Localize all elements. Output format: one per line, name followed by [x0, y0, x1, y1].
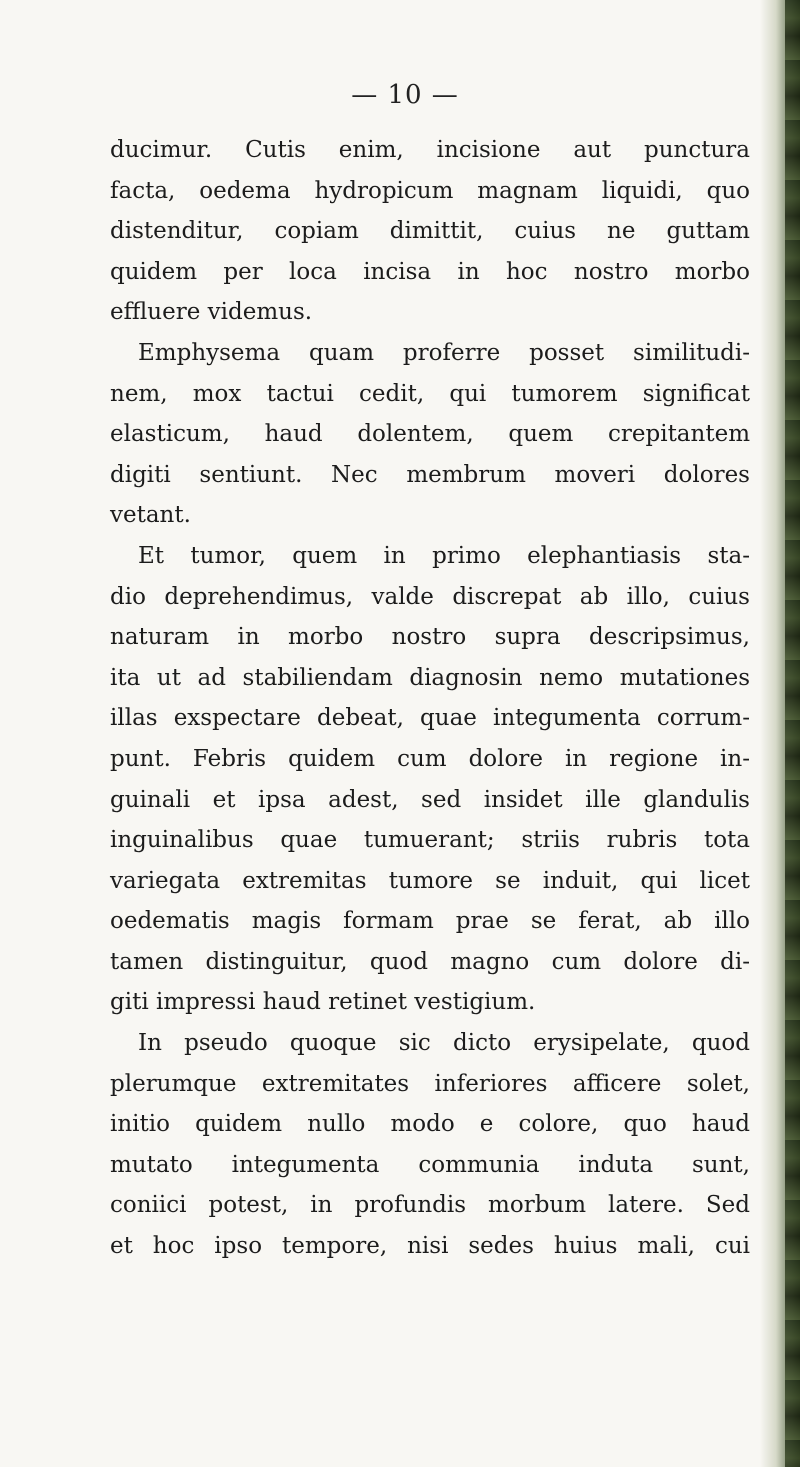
text-line: elasticum, haud dolentem, quem crepitantem — [110, 421, 750, 448]
text-line: variegata extremitas tumore se induit, qui licet — [110, 867, 750, 894]
text-line: effluere videmus. — [110, 299, 313, 326]
text-line: oedematis magis formam prae se ferat, ab illo — [110, 908, 750, 935]
text-line: tamen distinguitur, quod magno cum dolore di- — [110, 948, 750, 975]
text-line: ducimur. Cutis enim, incisione aut punctura — [110, 137, 750, 163]
text-line: guinali et ipsa adest, sed insidet ille glandulis — [110, 786, 750, 813]
text-line: illas exspectare debeat, quae integumenta corrum- — [110, 705, 750, 732]
text-line: giti impressi haud retinet vestigium. — [110, 989, 536, 1016]
text-line: nem, mox tactui cedit, qui tumorem significat — [110, 380, 750, 407]
text-line: plerumque extremitates inferiores afficere solet, — [110, 1070, 750, 1097]
text-line: vetant. — [110, 502, 191, 529]
text-line: Et tumor, quem in primo elephantiasis sta- — [138, 542, 750, 569]
text-line: quidem per loca incisa in hoc nostro morbo — [110, 258, 750, 285]
text-line: distenditur, copiam dimittit, cuius ne guttam — [110, 218, 750, 245]
text-line: coniici potest, in profundis morbum latere. Sed — [110, 1192, 750, 1219]
text-line: mutato integumenta communia induta sunt, — [110, 1151, 750, 1178]
text-line: naturam in morbo nostro supra descripsimus, — [110, 624, 750, 651]
text-line: initio quidem nullo modo e colore, quo haud — [110, 1111, 750, 1138]
text-line: ita ut ad stabiliendam diagnosin nemo mutationes — [110, 664, 750, 691]
text-line: et hoc ipso tempore, nisi sedes huius mali, cui — [110, 1233, 750, 1260]
text-line: dio deprehendimus, valde discrepat ab illo, cuius — [110, 583, 750, 610]
body-text — [110, 130, 750, 1267]
text-line: facta, oedema hydropicum magnam liquidi, quo — [110, 177, 750, 204]
page-number: — 10 — — [351, 80, 459, 110]
book-spine-edge — [785, 0, 800, 1467]
text-line: inguinalibus quae tumuerant; striis rubris tota — [110, 827, 750, 854]
text-line: punt. Febris quidem cum dolore in regione in- — [110, 745, 750, 772]
text-line: In pseudo quoque sic dicto erysipelate, quod — [138, 1030, 750, 1057]
text-line: digiti sentiunt. Nec membrum moveri dolores — [110, 461, 750, 488]
text-line: Emphysema quam proferre posset similitudi- — [138, 339, 750, 366]
